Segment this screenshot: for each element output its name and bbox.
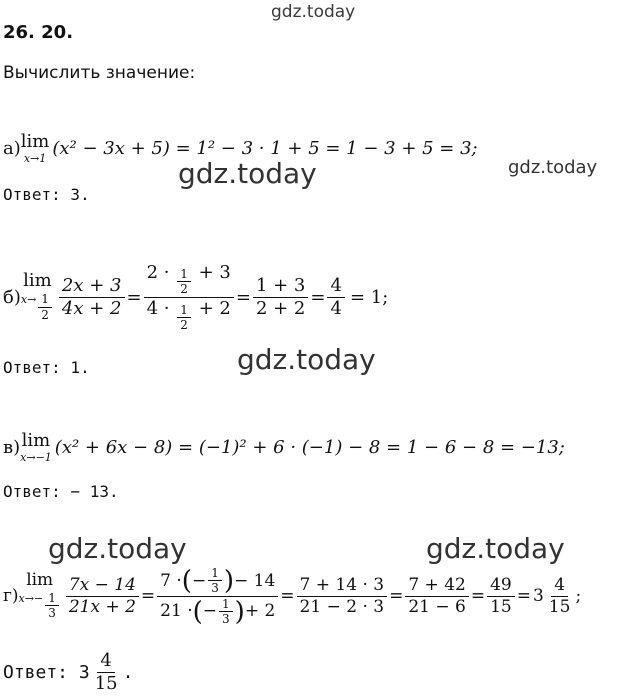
watermark: gdz.today [508, 157, 598, 178]
part-a-label: а) [3, 138, 21, 159]
part-a-expression: (x² − 3x + 5) = 1² − 3 · 1 + 5 = 1 − 3 + 5 = 3; [52, 138, 478, 159]
limit-operator: lim x→1 [20, 131, 50, 165]
part-v-expression: (x² + 6x − 8) = (−1)² + 6 · (−1) − 8 = 1 − 6 − 8 = −13; [54, 437, 565, 458]
part-b-label: б) [3, 286, 21, 308]
watermark: gdz.today [271, 2, 356, 22]
fraction: $\frac{7x - 14}{21x + 2}$ [66, 575, 139, 617]
watermark: gdz.today [237, 343, 376, 376]
fraction: 7 · ( − $\frac{1}{3}$ ) − 14 21 · ( − $\frac{1}{3}$ ) + 2 [157, 566, 278, 627]
part-v-equation [3, 432, 565, 463]
part-a-answer: Ответ: 3. [3, 185, 90, 204]
task-text: Вычислить значение: [3, 63, 196, 83]
part-v-answer: Ответ: − 13. [3, 482, 119, 501]
fraction: $\frac{4}{15}$ [94, 650, 118, 694]
part-g-equation: г) lim x→− $\frac{1}{3}$ $\frac{7x - 14}{21x + 2}$ = 7 · ( − $\frac{1}{3}$ ) − 14 21 · ( − $\frac{1}{3}$ ) + 2 = $\frac{7 + 14 \cdot 3}{21 - 2 \cdot 3}$ = $\frac{7 + 42}{21 - 6}$ = $\frac{49}{15}$ = 3 $\frac{4}{15}$ ; [3, 565, 582, 627]
limit-operator: lim x→− $\frac{1}{3}$ [19, 572, 61, 621]
fraction: $\frac{7 + 42}{21 - 6}$ [405, 575, 469, 617]
part-v-label: в) [3, 437, 21, 458]
fraction: $\frac{7 + 14 \cdot 3}{21 - 2 \cdot 3}$ [297, 575, 388, 617]
fraction: $\frac{2x + 3}{4x + 2}$ [59, 275, 125, 319]
fraction: $\frac{1 + 3}{2 + 2}$ [253, 275, 308, 319]
fraction: $\frac{4}{15}$ [548, 575, 571, 617]
fraction: $\frac{49}{15}$ [487, 575, 515, 617]
part-a-equation [3, 133, 478, 164]
watermark: gdz.today [48, 532, 187, 565]
limit-operator: lim x→−1 [20, 430, 52, 464]
part-g-answer: Ответ: 3 $\frac{4}{15}$ . [3, 650, 134, 694]
fraction: $\frac{4}{4}$ [327, 275, 344, 319]
fraction: 2 · $\frac{1}{2}$ + 3 4 · $\frac{1}{2}$ + 2 [144, 262, 234, 333]
part-b-answer: Ответ: 1. [3, 358, 90, 377]
part-b-equation: б) lim x→ $\frac{1}{2}$ $\frac{2x + 3}{4x + 2}$ = 2 · $\frac{1}{2}$ + 3 4 · $\frac{1}{2}$ + 2 = $\frac{1 + 3}{2 + 2}$ = $\frac{4}{4}$ = 1; [3, 262, 389, 333]
part-g-label: г) [3, 586, 19, 607]
watermark: gdz.today [178, 157, 317, 190]
problem-number: 26. 20. [3, 22, 74, 43]
limit-operator: lim x→ $\frac{1}{2}$ [20, 270, 52, 322]
watermark: gdz.today [426, 532, 565, 565]
